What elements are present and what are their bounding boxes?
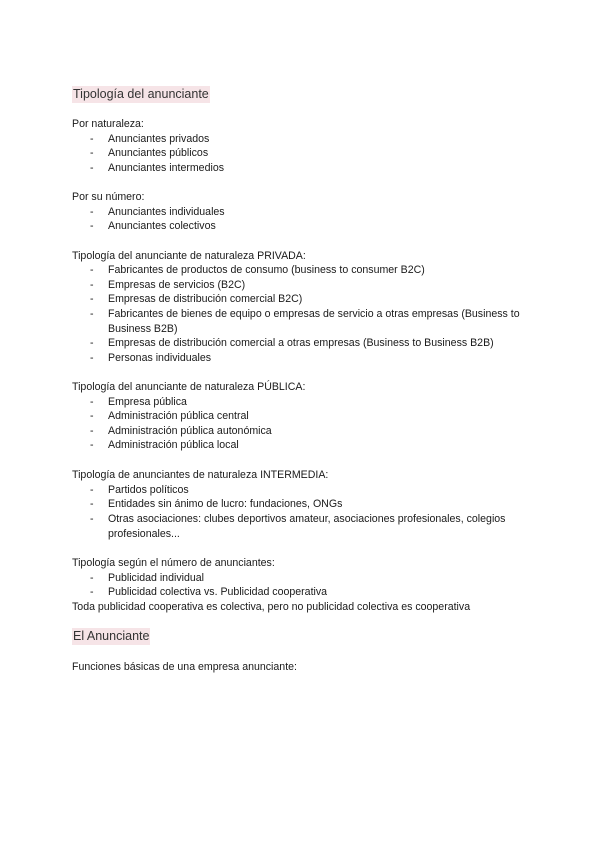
section-title-intermedia: Tipología de anunciantes de naturaleza INTERMEDIA: — [72, 469, 329, 481]
list-item: - Anunciantes intermedios — [90, 162, 225, 174]
bullet-dash: - — [90, 513, 94, 525]
list-item: - Anunciantes individuales — [90, 206, 225, 218]
heading-tipologia-anunciante: Tipología del anunciante — [73, 87, 209, 101]
section-title-numero: Por su número: — [72, 191, 145, 203]
section-title-segun-numero: Tipología según el número de anunciantes: — [72, 557, 275, 569]
heading-el-anunciante: El Anunciante — [73, 629, 150, 643]
bullet-dash: - — [90, 410, 94, 422]
bullet-dash: - — [90, 220, 94, 232]
bullet-dash: - — [90, 162, 94, 174]
list-item: - Anunciantes públicos — [90, 147, 209, 159]
list-item: - Empresas de distribución comercial a otras empresas (Business to Business B2B) — [90, 337, 494, 349]
bullet-dash: - — [90, 396, 94, 408]
list-item: - Publicidad individual — [90, 572, 204, 584]
bullet-dash: - — [90, 293, 94, 305]
bullet-dash: - — [90, 264, 94, 276]
bullet-dash: - — [90, 484, 94, 496]
section-title-privada: Tipología del anunciante de naturaleza PRIVADA: — [72, 250, 306, 262]
bullet-dash: - — [90, 337, 94, 349]
list-item: - Otras asociaciones: clubes deportivos amateur, asociaciones profesionales, colegios profesionales... — [90, 513, 506, 540]
note-cooperativa: Toda publicidad cooperativa es colectiva, pero no publicidad colectiva es cooperativa — [72, 601, 471, 613]
list-item: - Entidades sin ánimo de lucro: fundaciones, ONGs — [90, 498, 343, 510]
list-item: - Empresas de servicios (B2C) — [90, 279, 246, 291]
list-item: - Administración pública central — [90, 410, 249, 422]
bullet-dash: - — [90, 572, 94, 584]
list-item: - Fabricantes de bienes de equipo o empresas de servicio a otras empresas (Business to Business B2B) — [90, 308, 520, 335]
list-item: - Partidos políticos — [90, 484, 189, 496]
bullet-dash: - — [90, 206, 94, 218]
bullet-dash: - — [90, 133, 94, 145]
funciones-text: Funciones básicas de una empresa anunciante: — [72, 661, 297, 673]
bullet-dash: - — [90, 586, 94, 598]
bullet-dash: - — [90, 498, 94, 510]
bullet-dash: - — [90, 352, 94, 364]
list-item: - Publicidad colectiva vs. Publicidad cooperativa — [90, 586, 328, 598]
list-item: - Administración pública autonómica — [90, 425, 272, 437]
list-item: - Empresas de distribución comercial B2C) — [90, 293, 303, 305]
bullet-dash: - — [90, 439, 94, 451]
list-item: - Anunciantes colectivos — [90, 220, 216, 232]
section-title-publica: Tipología del anunciante de naturaleza PÚBLICA: — [72, 381, 306, 393]
list-item: - Personas individuales — [90, 352, 212, 364]
list-item: - Empresa pública — [90, 396, 187, 408]
bullet-dash: - — [90, 147, 94, 159]
list-item: - Anunciantes privados — [90, 133, 210, 145]
section-title-naturaleza: Por naturaleza: — [72, 118, 144, 130]
list-item: - Administración pública local — [90, 439, 239, 451]
bullet-dash: - — [90, 308, 94, 320]
bullet-dash: - — [90, 279, 94, 291]
list-item: - Fabricantes de productos de consumo (business to consumer B2C) — [90, 264, 425, 276]
bullet-dash: - — [90, 425, 94, 437]
